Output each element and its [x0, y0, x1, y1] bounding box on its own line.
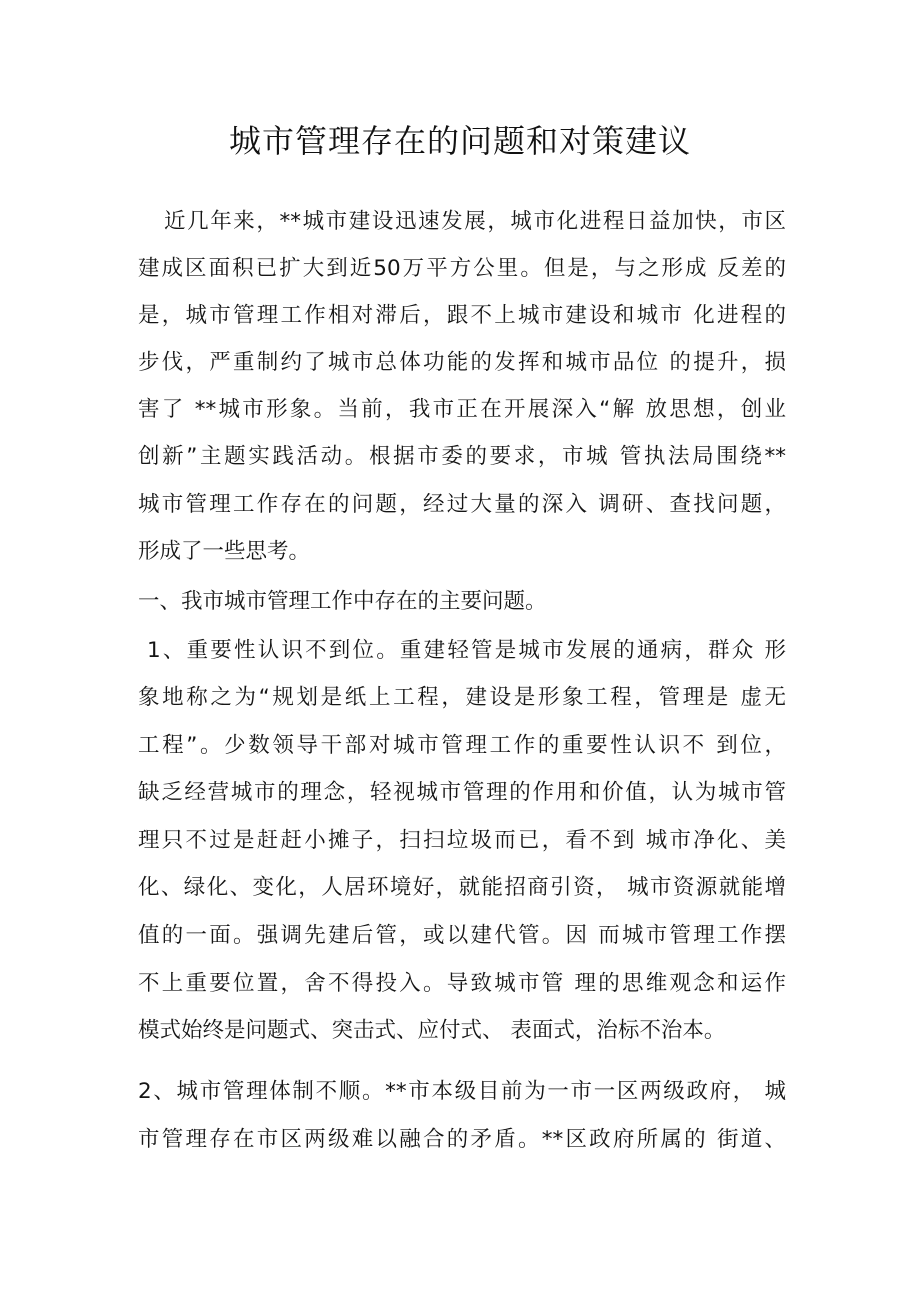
paragraph-line: 建成区面积已扩大到近50万平方公里。但是，与之形成 反差的 [138, 256, 786, 281]
paragraph-line: 步伐，严重制约了城市总体功能的发挥和城市品位 的提升，损 [138, 350, 786, 375]
paragraph-line: 1、重要性认识不到位。重建轻管是城市发展的通病，群众 形 [147, 638, 786, 663]
paragraph-line: 工程”。少数领导干部对城市管理工作的重要性认识不 到位， [138, 733, 786, 758]
paragraph-line: 化、绿化、变化，人居环境好，就能招商引资， 城市资源就能增 [138, 875, 786, 900]
paragraph-line: 2、城市管理体制不顺。**市本级目前为一市一区两级政府， 城 [138, 1079, 786, 1104]
paragraph-line: 象地称之为“规划是纸上工程，建设是形象工程，管理是 虚无 [138, 685, 786, 710]
paragraph-line: 缺乏经营城市的理念，轻视城市管理的作用和价值，认为城市管 [138, 780, 786, 805]
paragraph-line: 模式始终是问题式、突击式、应付式、 表面式，治标不治本。 [138, 1018, 726, 1043]
paragraph-line: 理只不过是赶赶小摊子，扫扫垃圾而已，看不到 城市净化、美 [138, 828, 786, 853]
document-title: 城市管理存在的问题和对策建议 [228, 122, 691, 160]
paragraph-line: 创新”主题实践活动。根据市委的要求，市城 管执法局围绕** [138, 444, 786, 469]
paragraph-line: 近几年来，**城市建设迅速发展，城市化进程日益加快，市区 [164, 209, 786, 234]
paragraph-line: 不上重要位置，舍不得投入。导致城市管 理的思维观念和运作 [138, 971, 786, 996]
paragraph-line: 值的一面。强调先建后管，或以建代管。因 而城市管理工作摆 [138, 923, 786, 948]
paragraph-line: 市管理存在市区两级难以融合的矛盾。**区政府所属的 街道、 [138, 1127, 786, 1152]
paragraph-line: 形成了一些思考。 [138, 539, 311, 564]
paragraph-line: 是，城市管理工作相对滞后，跟不上城市建设和城市 化进程的 [138, 303, 786, 328]
section-heading: 一、我市城市管理工作中存在的主要问题。 [138, 589, 547, 614]
paragraph-line: 害了 **城市形象。当前，我市正在开展深入“解 放思想，创业 [138, 397, 786, 422]
paragraph-line: 城市管理工作存在的问题，经过大量的深入 调研、查找问题， [138, 492, 786, 517]
